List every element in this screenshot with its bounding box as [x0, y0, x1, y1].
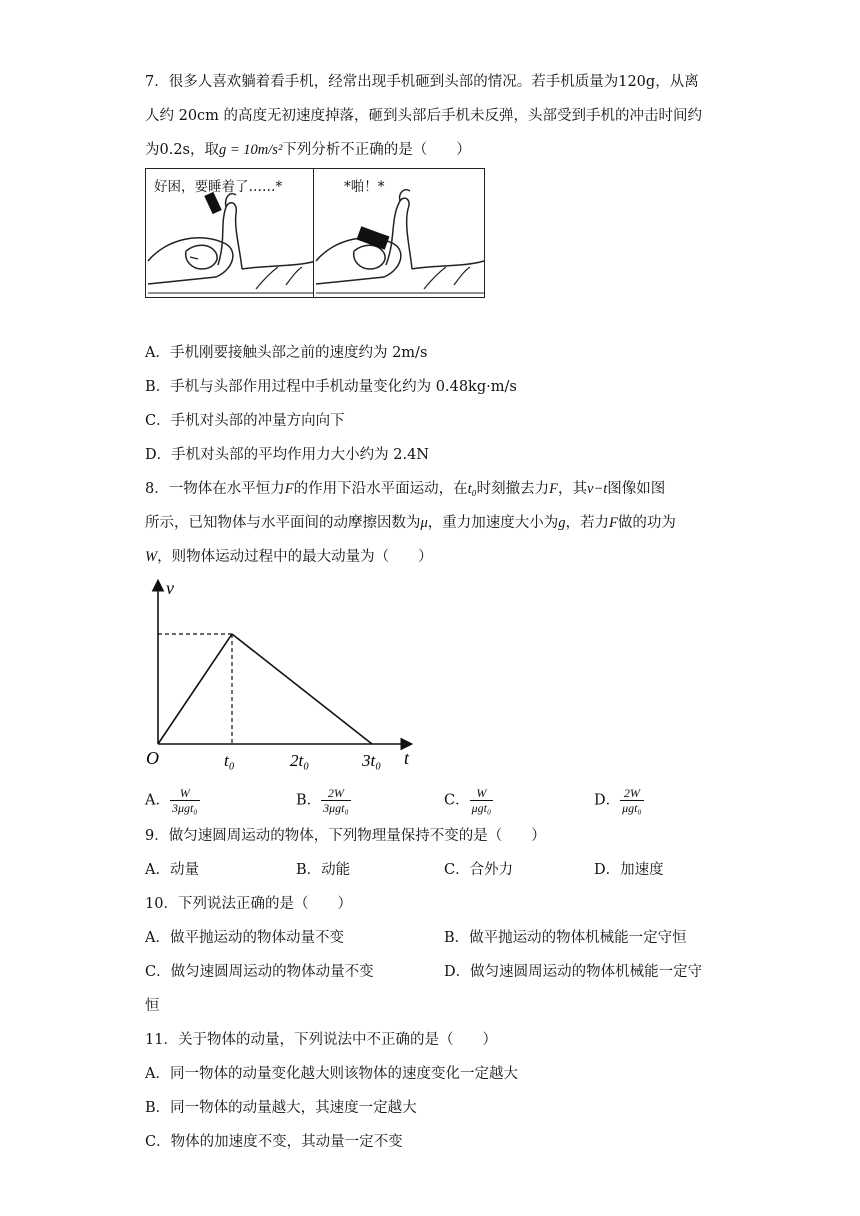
q8-line-1	[145, 479, 665, 499]
q10-option-a: A．做平抛运动的物体动量不变	[145, 930, 344, 946]
fraction-denominator: μgt₀	[622, 801, 642, 815]
fraction-numerator: 2W	[321, 786, 351, 801]
option-fraction	[620, 786, 644, 815]
q8-text: ，则物体运动过程中的最大动量为（ ）	[157, 549, 433, 565]
q10-option-c: C．做匀速圆周运动的物体动量不变	[145, 964, 374, 980]
option-fraction	[170, 786, 200, 815]
q7-text: 7．很多人喜欢躺着看手机，经常出现手机砸到头部的情况。若手机质量为	[145, 74, 619, 90]
q11-option-a: A．同一物体的动量变化越大则该物体的速度变化一定越大	[145, 1066, 518, 1082]
q7-text: ，取	[190, 142, 220, 158]
fraction-denominator: 3μgt₀	[323, 801, 349, 815]
q7-time: 0.2s	[159, 142, 191, 158]
q8-text: ，重力加速度大小为	[427, 515, 559, 531]
tick-label-t0: t₀	[224, 751, 235, 770]
v-axis-label: v	[166, 578, 174, 598]
fraction-numerator: W	[470, 786, 494, 801]
q8-option-a	[145, 786, 200, 815]
q8-text: 8．一物体在水平恒力	[145, 481, 285, 497]
option-letter: D．	[594, 792, 621, 809]
q8-force-symbol: F	[284, 481, 294, 497]
q8-option-c	[444, 786, 493, 815]
q8-text: 做的功为	[617, 515, 676, 531]
q8-text: 的作用下沿水平面运动，在	[293, 481, 468, 497]
q10-option-b: B．做平抛运动的物体机械能一定守恒	[444, 930, 687, 946]
q8-line-2	[145, 513, 676, 533]
panel-1-caption: 好困，要睡着了……*	[154, 179, 283, 195]
q7-option-c: C．手机对头部的冲量方向向下	[145, 413, 345, 429]
q7-g-equation: g = 10m/s²	[219, 142, 283, 158]
q7-option-b: B．手机与头部作用过程中手机动量变化约为 0.48kg·m/s	[145, 379, 517, 395]
q7-option-a: A．手机刚要接触头部之前的速度约为 2m/s	[145, 345, 428, 361]
panel-2-caption: *啪！*	[344, 179, 385, 195]
q7-line-1	[145, 72, 699, 92]
q7-line-2: 人约 20cm 的高度无初速度掉落，砸到头部后手机未反弹，头部受到手机的冲击时间约	[145, 108, 703, 124]
q8-work-symbol: W	[145, 549, 158, 565]
q11-stem: 11．关于物体的动量，下列说法中不正确的是（ ）	[145, 1032, 497, 1048]
tick-label-2t0: 2t₀	[290, 751, 310, 770]
vt-graph	[140, 572, 430, 776]
cartoon-panel-phone-drop	[313, 168, 485, 298]
q8-option-b	[296, 786, 351, 815]
option-letter: B．	[296, 792, 322, 809]
q8-force-symbol: F	[609, 515, 618, 531]
q8-vt-symbol: v−t	[587, 481, 608, 497]
option-fraction	[321, 786, 351, 815]
fraction-numerator: W	[170, 786, 200, 801]
fraction-numerator: 2W	[620, 786, 644, 801]
q7-option-d: D．手机对头部的平均作用力大小约为 2.4N	[145, 447, 429, 463]
q8-t0-symbol: t₀	[467, 481, 477, 497]
tick-label-3t0: 3t₀	[362, 751, 382, 770]
origin-label: O	[146, 748, 159, 768]
q8-text: 所示，已知物体与水平面间的动摩擦因数为	[145, 515, 421, 531]
q10-option-d: D．做匀速圆周运动的物体机械能一定守	[444, 964, 703, 980]
phone-hitting-face-illustration	[314, 169, 486, 299]
option-fraction	[470, 786, 494, 815]
q9-option-c: C．合外力	[444, 862, 514, 878]
q10-stem: 10．下列说法正确的是（ ）	[145, 896, 352, 912]
q9-option-a: A．动量	[145, 862, 199, 878]
q8-force-symbol: F	[549, 481, 559, 497]
q10-option-d-continued: 恒	[145, 998, 160, 1014]
q9-option-b: B．动能	[296, 862, 351, 878]
q7-mass: 120g	[618, 74, 656, 90]
q8-text: 图像如图	[607, 481, 666, 497]
accel-segment	[158, 634, 232, 744]
option-letter: A．	[145, 792, 170, 809]
q8-option-d	[594, 786, 644, 815]
t-axis-label: t	[404, 748, 410, 768]
q7-text: ，从离	[655, 74, 699, 90]
fraction-denominator: μgt₀	[471, 801, 492, 815]
decel-segment	[232, 634, 372, 744]
q8-line-3	[145, 547, 433, 567]
q7-text: 下列分析不正确的是（ ）	[282, 142, 471, 158]
q9-stem: 9．做匀速圆周运动的物体，下列物理量保持不变的是（ ）	[145, 828, 546, 844]
q7-text: 为	[145, 142, 160, 158]
option-letter: C．	[444, 792, 470, 809]
fraction-denominator: 3μgt₀	[171, 801, 198, 815]
cartoon-panel-sleepy	[145, 168, 317, 298]
q8-mu-symbol: μ	[420, 515, 428, 531]
q7-line-3	[145, 140, 471, 160]
q11-option-c: C．物体的加速度不变，其动量一定不变	[145, 1134, 403, 1150]
q8-text: ，若力	[565, 515, 610, 531]
q8-text: ，其	[558, 481, 588, 497]
q8-text: 时刻撤去力	[476, 481, 550, 497]
q8-g-symbol: g	[558, 515, 566, 531]
q9-option-d: D．加速度	[594, 862, 664, 878]
q11-option-b: B．同一物体的动量越大，其速度一定越大	[145, 1100, 417, 1116]
